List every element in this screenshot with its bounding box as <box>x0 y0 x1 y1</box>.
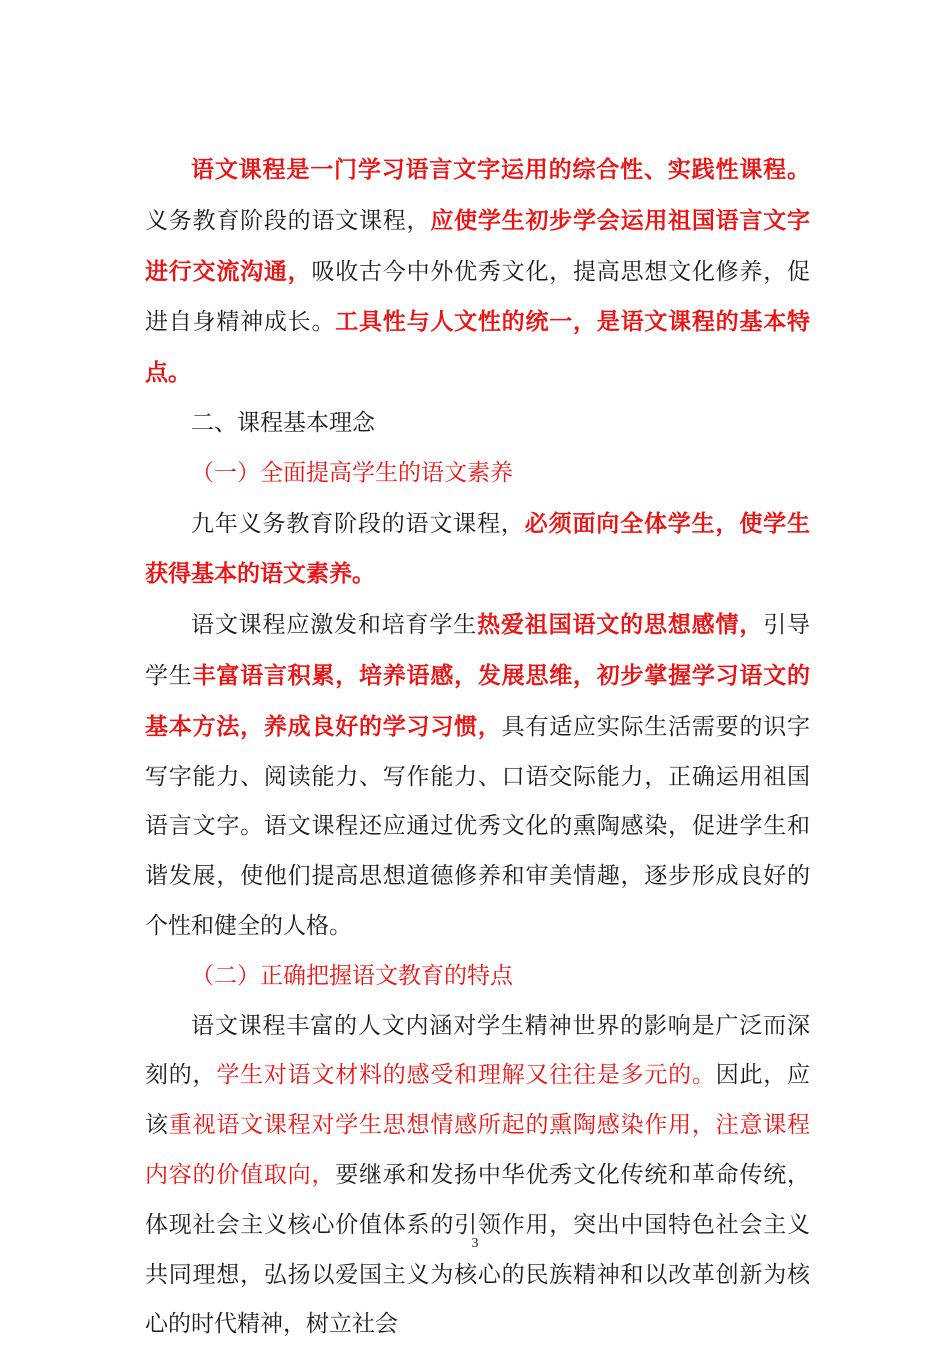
paragraph-characteristics <box>145 1002 810 1350</box>
body-text: 语文课程应激发和培育学生 <box>191 612 478 639</box>
body-text: 吸收古今中外优秀文化，提高思想文化修养，促进自身精神成长。 <box>145 258 811 336</box>
page-number: 3 <box>471 1236 479 1251</box>
paragraph-cultivation <box>145 600 810 952</box>
emphasis-text: 工具性与人文性的统一，是语文课程的基本特点。 <box>145 308 811 387</box>
emphasis-text: 重视语文课程对学生思想情感所起的熏陶感染作用，注意课程内容的价值取向， <box>145 1112 811 1188</box>
subsection-heading: （二）正确把握语文教育的特点 <box>191 962 513 989</box>
paragraph-course-nature <box>145 145 810 399</box>
paragraph-basic-literacy <box>145 499 810 601</box>
body-text: 引导学生 <box>145 612 811 689</box>
body-text: 语文课程丰富的人文内涵对学生精神世界的影响是广泛而深刻的， <box>145 1012 810 1089</box>
emphasis-text: 应使学生初步学会运用祖国语言文字进行交流沟通， <box>145 206 811 285</box>
body-text: 具有适应实际生活需要的识字写字能力、阅读能力、写作能力、口语交际能力，正确运用祖国语言文字。语文课程还应通过优秀文化的熏陶感染，促进学生和谐发展，使他们提高思想道德修养和审美情趣，逐步形成良好的个性和健全的人格。 <box>145 713 811 939</box>
subsection-heading: （一）全面提高学生的语文素养 <box>191 459 513 486</box>
emphasis-text: 学生对语文材料的感受和理解又往往是多元的。 <box>216 1062 716 1089</box>
document-body <box>145 145 810 1350</box>
body-text: 义务教育阶段的语文课程， <box>145 207 431 234</box>
body-text: 九年义务教育阶段的语文课程， <box>191 510 525 537</box>
body-text: 因此，应该 <box>145 1062 811 1139</box>
emphasis-text: 丰富语言积累，培养语感，发展思维，初步掌握学习语文的基本方法，养成良好的学习习惯， <box>145 661 811 740</box>
emphasis-text: 必须面向全体学生，使学生获得基本的语文素养。 <box>145 509 811 588</box>
emphasis-text: 语文课程是一门学习语言文字运用的综合性、实践性课程。 <box>191 156 810 183</box>
section-heading: 二、课程基本理念 <box>191 409 375 436</box>
emphasis-text: 热爱祖国语文的思想感情， <box>477 611 764 639</box>
body-text: 要继承和发扬中华优秀文化传统和革命传统，体现社会主义核心价值体系的引领作用，突出中国特色社会主义共同理想，弘扬以爱国主义为核心的民族精神和以改革创新为核心的时代精神，树立社会 <box>145 1161 811 1338</box>
